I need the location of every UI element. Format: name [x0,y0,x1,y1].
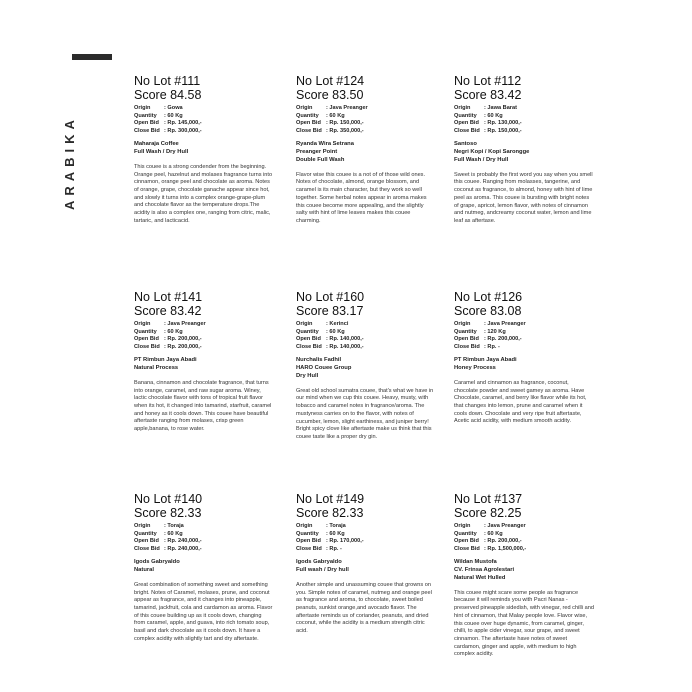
producer-line: Honey Process [454,365,496,372]
spec-key: Close Bid [296,545,322,552]
spec-row-origin [296,105,446,113]
spec-key: Close Bid [296,343,322,350]
lot-card [454,74,604,226]
spec-row-quantity [296,531,446,539]
spec-value: Kerinci [329,321,349,327]
spec-separator: : [164,538,168,545]
spec-separator: : [484,538,488,545]
spec-key: Open Bid [296,336,321,343]
spec-value: Rp. 240,000,- [167,538,202,545]
lot-score: Score 84.58 [134,88,202,102]
spec-row-quantity [134,531,284,539]
lot-card [134,290,284,434]
spec-row-open-bid [134,120,284,128]
spec-separator: : [484,343,488,350]
spec-separator: : [164,321,168,327]
spec-row-open-bid [454,538,604,546]
spec-row-close-bid [134,546,284,554]
spec-row-quantity [134,113,284,121]
spec-value: Rp. 145,000,- [167,120,202,127]
spec-key: Origin [296,105,313,111]
lot-number: No Lot #140 [134,492,203,506]
spec-key: Open Bid [134,120,159,127]
spec-separator: : [164,530,168,537]
spec-row-close-bid [296,344,446,352]
spec-value: Toraja [167,523,184,529]
spec-row-open-bid [296,538,446,546]
spec-value: Rp. 170,000,- [329,538,364,545]
producer-line: Igods Gabryaldo [296,559,342,566]
producer-line: HARO Couee Group [296,365,352,372]
spec-key: Quantity [454,328,477,335]
producer-line: Full Wash / Dry Hull [134,149,189,156]
spec-row-open-bid [454,120,604,128]
lot-description: Great combination of something sweet and something bright. Notes of Caramel, molases, prune, and coconut appear as fragrance, and it changes into pineapple, tamarind, jackfruit, cola and cardamon as aroma. Flavor of this couee building up as it cools down, changing from caramel, apple, and guava, into rich tomato soup, basil and dark chocolate as it cools down. It have a complex acidity with slightly tart and dry aftertaste. [134,581,273,642]
spec-row-quantity [454,113,604,121]
lot-score: Score 82.33 [296,506,364,520]
spec-key: Close Bid [454,127,480,134]
spec-separator: : [326,523,330,529]
spec-key: Quantity [454,530,477,537]
spec-separator: : [326,127,330,134]
producer-line: Double Full Wash [296,156,345,163]
spec-separator: : [326,538,330,545]
producer-line: Wildan Mustofa [454,559,497,566]
lot-description: Another simple and unassuming couee that growns on you. Simple notes of caramel, nutmeg and orange peel as fragrance and aroma, to chocolate, sweet boiled peanuts, sunkist orange,and avocado flavor. The aftertaste reminds us of coriander, peanuts, and dried coconut, while the acidity is a medium strength citric acid. [296,581,432,635]
spec-key: Open Bid [134,336,159,343]
producer-line: Full Wash / Dry Hull [454,156,509,163]
lot-number: No Lot #111 [134,74,201,88]
spec-key: Quantity [134,328,157,335]
spec-key: Origin [454,105,471,111]
producer-line: CV. Frinsa Agrolestari [454,567,515,574]
lot-description: Banana, cinnamon and chocolate fragrance, that turns into orange, caramel, and raw sugar aroma. Winey, lactic chocolate flavor with tons of tropical fruit flavor when its hot, it changed into tamarind, starfruit, caramel and honey as it cools down. This couee have beautiful aftertaste ranging from molases, crisp green apple,banana, to rose water. [134,379,272,433]
spec-value: Rp. 140,000,- [329,336,364,343]
spec-value: Rp. 150,000,- [329,120,364,127]
producer-block [134,357,284,373]
producer-line: Santoso [454,141,477,148]
spec-row-quantity [296,329,446,337]
producer-line: Natural Wet Hulled [454,574,506,581]
spec-separator: : [164,105,168,111]
lot-score: Score 83.17 [296,304,364,318]
spec-key: Quantity [296,328,319,335]
producer-line: Full wash / Dry hull [296,567,349,574]
lot-score: Score 82.33 [134,506,202,520]
producer-line: Ryanda Wira Setrana [296,141,354,148]
lot-card [454,290,604,426]
lot-card [134,74,284,226]
spec-value: Rp. 150,000,- [487,127,522,134]
producer-block [454,357,604,373]
section-label: ARABIKA [62,115,77,211]
producer-line: Nurchalis Fadhil [296,357,342,364]
lot-description: Great old school sumatra couee, that's what we have in our mind when we cup this couee. Heavy, musty, with tobacco and caramel notes in fragrance/aroma. The mustyness carries on to the flavor, with notes of cucumber, lemon, slight earthiness, and juniper berry! Bright spicy clove like aftertaste make us think that this couee taste like a proper dry gin. [296,387,434,440]
spec-value: Java Preanger [329,105,368,111]
producer-line: Maharaja Coffee [134,141,179,148]
spec-key: Open Bid [454,336,479,343]
spec-value: Rp. 1,500,000,- [487,545,527,552]
spec-key: Open Bid [134,538,159,545]
spec-key: Origin [454,321,471,327]
spec-value: Rp. 240,000,- [167,545,202,552]
spec-separator: : [164,336,168,343]
lot-description: This couee might scare some people as fragrance because it will reminds you with Pacri Nanas - preserved pineapple sidedish, with vinegar, red chilli and hint of cinnamon, that Malay people love. Flavor wise, this couee over huge dynamic, from caramel, ginger, chilli, to apple cider vinegar, sour grape, and sweet cinnamon. The aftertaste have notes of sweet cardamon, ginger and apple, with medium to high complex acidity. [454,589,594,658]
spec-row-origin [296,321,446,329]
spec-value: Toraja [329,523,346,529]
lot-number: No Lot #141 [134,290,203,304]
spec-value: Java Preanger [487,523,526,529]
spec-row-open-bid [454,336,604,344]
spec-key: Close Bid [134,343,160,350]
spec-row-close-bid [454,546,604,554]
lot-card [454,492,604,659]
spec-separator: : [326,105,330,111]
spec-row-open-bid [296,336,446,344]
spec-value: 120 Kg [487,328,506,335]
spec-value: Java Preanger [167,321,206,327]
producer-block [296,357,446,380]
lot-score: Score 82.25 [454,506,522,520]
lot-score: Score 83.08 [454,304,522,318]
spec-key: Open Bid [454,538,479,545]
lot-description: Sweet is probably the first word you say when you smell this couee. Ranging from molasses, tangerine, and coconut as fragrance, to almond, honey with hint of lime peel as aroma. This couee is bursting with bright notes of grape, apricot, lemon flavor, with notes of cinnamon and nutmeg, andcreamy coconut water, lemon and lime leaf as aftertase. [454,171,593,224]
spec-row-origin [454,321,604,329]
spec-key: Close Bid [296,127,322,134]
spec-key: Quantity [134,530,157,537]
spec-value: Rp. 300,000,- [167,127,202,134]
spec-key: Open Bid [296,538,321,545]
lot-description: Flavor wise this couee is a not of of those wild ones. Notes of chocolate, almond, orange blossom, and caramel is its main character, but they work so well together. Some herbal notes appear in aroma makes this couee become more appealing, and the slightly salty with hint of lime leaves makes this couee charming. [296,171,427,224]
spec-key: Open Bid [296,120,321,127]
spec-row-origin [454,105,604,113]
spec-value: 60 Kg [329,112,345,119]
spec-value: Rp. 140,000,- [329,343,364,350]
lot-card [296,290,446,442]
producer-line: PT Rimbun Jaya Abadi [454,357,517,364]
spec-separator: : [164,328,168,335]
spec-value: 60 Kg [167,328,183,335]
spec-row-open-bid [134,336,284,344]
spec-value: 60 Kg [487,112,503,119]
spec-key: Quantity [296,112,319,119]
spec-separator: : [484,120,488,127]
spec-value: Rp. 350,000,- [329,127,364,134]
spec-key: Origin [134,523,151,529]
producer-block [454,141,604,164]
spec-separator: : [484,328,488,335]
lot-card [134,492,284,644]
producer-block [134,141,284,157]
spec-row-close-bid [454,344,604,352]
spec-value: Rp. 200,000,- [167,336,202,343]
spec-key: Origin [134,105,151,111]
spec-value: Rp. - [487,343,500,350]
spec-key: Origin [134,321,151,327]
spec-separator: : [164,127,168,134]
spec-separator: : [326,343,330,350]
spec-key: Close Bid [134,545,160,552]
spec-separator: : [326,112,330,119]
producer-line: Dry Hull [296,372,319,379]
spec-value: 60 Kg [167,112,183,119]
spec-row-quantity [296,113,446,121]
spec-row-close-bid [296,128,446,136]
spec-value: 60 Kg [487,530,503,537]
spec-separator: : [164,112,168,119]
lot-card [296,74,446,226]
spec-value: 60 Kg [329,530,345,537]
spec-key: Quantity [296,530,319,537]
lot-number: No Lot #160 [296,290,365,304]
producer-line: Natural Process [134,365,179,372]
spec-separator: : [164,120,168,127]
spec-row-close-bid [134,128,284,136]
spec-row-close-bid [296,546,446,554]
spec-key: Quantity [454,112,477,119]
spec-row-close-bid [134,344,284,352]
spec-key: Close Bid [454,343,480,350]
lot-description: Caramel and cinnamon as fragrance, coconut, chocolate powder and sweet gamey as aroma. Have Chocolate, caramel, and berry like flavor while its hot, that changes into lemon, prune and caramel when it cools down. Chocolate and very ripe fruit aftertaste, Acetic acid acidity, with medium smooth acidity. [454,379,587,425]
spec-separator: : [164,523,168,529]
spec-separator: : [484,523,488,529]
spec-key: Origin [296,523,313,529]
spec-separator: : [326,530,330,537]
spec-separator: : [484,530,488,537]
spec-value: 60 Kg [167,530,183,537]
spec-separator: : [164,545,168,552]
lot-description: This couee is a strong condender from the beginning. Orange peel, hazelnut and molases fragrance turns into cinnamon, orange peel and chocolate as aroma. Notes of orange, grape, chocolate ganache appear since hot, and slowly it turns into a complex orange-grape-plum and chocolate flavor as the temperature drops.The acidity is also a complex one, ranging from citric, malic, tartaric, and lacticacid. [134,163,273,224]
spec-separator: : [326,545,330,552]
lot-number: No Lot #124 [296,74,365,88]
spec-row-quantity [134,329,284,337]
spec-row-origin [134,105,284,113]
producer-line: Negri Kopi / Kopi Sarongge [454,149,530,156]
spec-row-origin [296,523,446,531]
lot-number: No Lot #137 [454,492,523,506]
spec-value: Java Preanger [487,321,526,327]
spec-separator: : [326,328,330,335]
spec-separator: : [484,127,488,134]
spec-row-open-bid [296,120,446,128]
spec-value: 60 Kg [329,328,345,335]
spec-key: Close Bid [134,127,160,134]
spec-separator: : [484,545,488,552]
lot-number: No Lot #112 [454,74,522,88]
producer-block [134,559,284,575]
spec-key: Origin [454,523,471,529]
spec-key: Quantity [134,112,157,119]
producer-block [454,559,604,582]
producer-line: Natural [134,567,154,574]
spec-separator: : [326,336,330,343]
spec-value: Gowa [167,105,183,111]
producer-line: Preanger Point [296,149,338,156]
lot-score: Score 83.50 [296,88,364,102]
lot-score: Score 83.42 [454,88,522,102]
spec-row-close-bid [454,128,604,136]
spec-row-open-bid [134,538,284,546]
lot-score: Score 83.42 [134,304,202,318]
spec-row-origin [134,321,284,329]
spec-key: Close Bid [454,545,480,552]
spec-value: Rp. 200,000,- [487,538,522,545]
spec-separator: : [164,343,168,350]
spec-row-origin [454,523,604,531]
spec-separator: : [326,120,330,127]
spec-value: Jawa Barat [487,105,517,111]
spec-value: Rp. 130,000,- [487,120,522,127]
lot-number: No Lot #126 [454,290,523,304]
spec-row-quantity [454,531,604,539]
spec-value: Rp. - [329,545,342,552]
spec-key: Open Bid [454,120,479,127]
producer-block [296,559,446,575]
lot-number: No Lot #149 [296,492,365,506]
spec-separator: : [484,321,488,327]
spec-separator: : [484,112,488,119]
spec-value: Rp. 200,000,- [167,343,202,350]
spec-row-origin [134,523,284,531]
producer-block [296,141,446,164]
spec-key: Origin [296,321,313,327]
producer-line: PT Rimbun Jaya Abadi [134,357,197,364]
spec-value: Rp. 200,000,- [487,336,522,343]
spec-separator: : [484,336,488,343]
spec-separator: : [326,321,330,327]
spec-row-quantity [454,329,604,337]
lot-card [296,492,446,636]
producer-line: Igods Gabryaldo [134,559,180,566]
spec-separator: : [484,105,488,111]
top-accent-bar [72,54,112,60]
